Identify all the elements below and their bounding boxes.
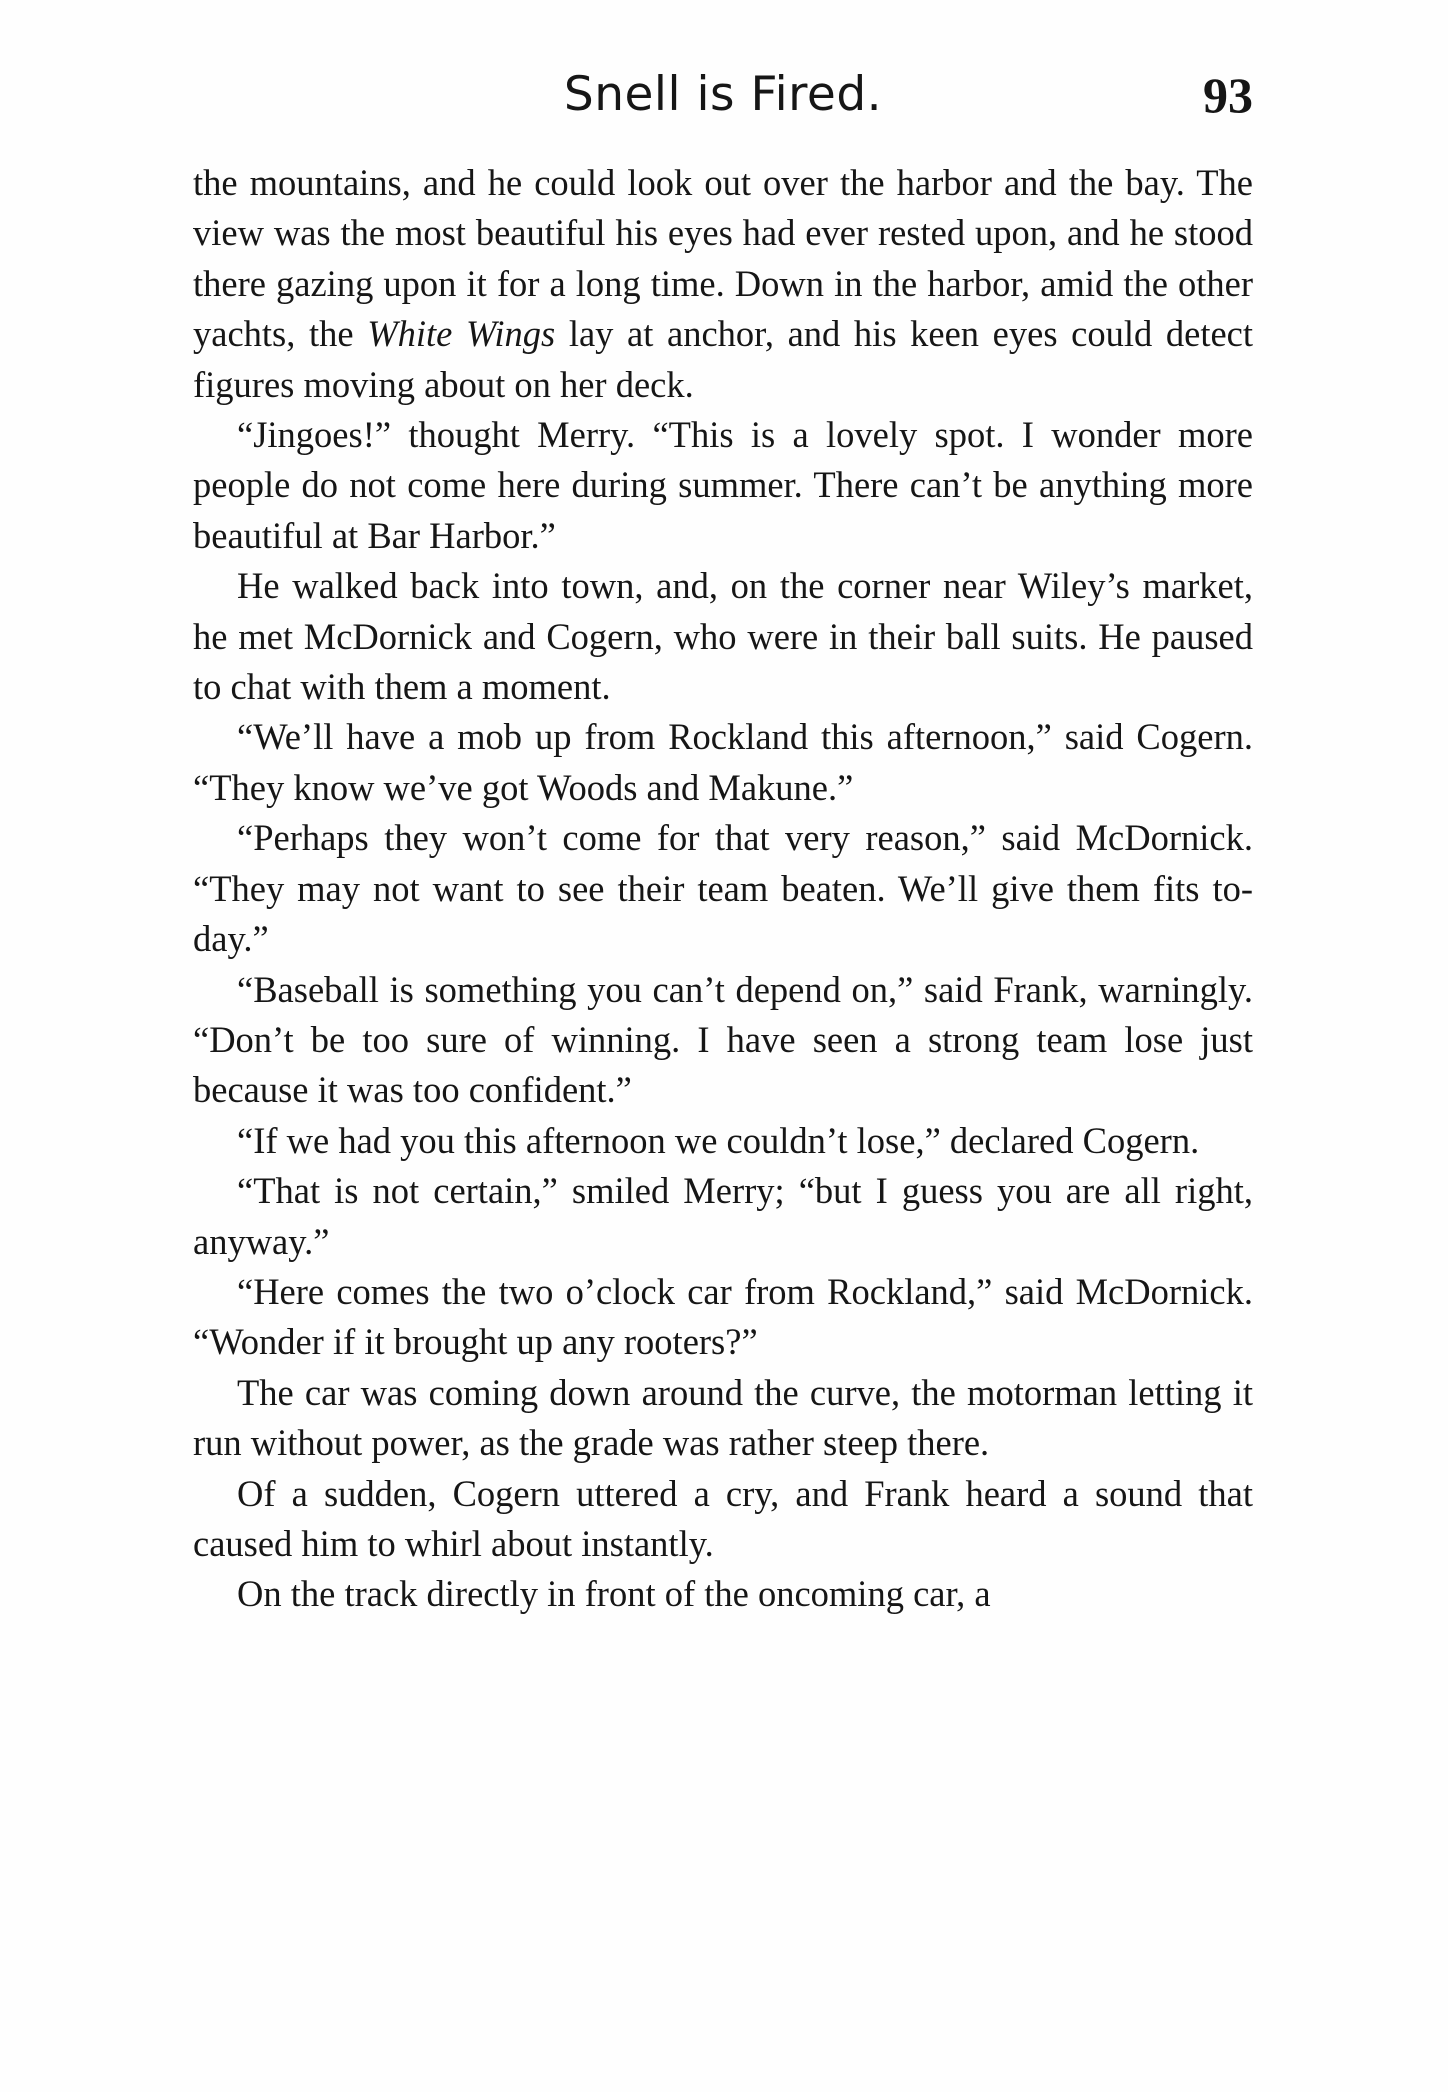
- paragraph-11: Of a sudden, Cogern uttered a cry, and Frank heard a sound that caused him to whirl about instantly.: [193, 1472, 1253, 1564]
- body-text: [193, 158, 1253, 1620]
- paragraph-12: On the track directly in front of the oncoming car, a: [237, 1573, 991, 1615]
- paragraph-2: “Jingoes!” thought Merry. “This is a lovely spot. I wonder more people do not come here during summer. There can’t be anything more beautiful at Bar Harbor.”: [193, 414, 1253, 556]
- paragraph-3: He walked back into town, and, on the corner near Wiley’s market, he met McDornick and Cogern, who were in their ball suits. He paused to chat with them a moment.: [193, 565, 1253, 708]
- page-number: 93: [1203, 67, 1253, 123]
- yacht-name: White Wings: [367, 313, 556, 355]
- paragraph-1: [193, 158, 1253, 410]
- paragraph-1-text-end: lay at anchor, and his keen eyes could detect figures moving about on her deck.: [193, 313, 1253, 405]
- paragraph-9: “Here comes the two o’clock car from Rockland,” said McDornick. “Wonder if it brought up any rooters?”: [193, 1270, 1253, 1363]
- paragraph-10: The car was coming down around the curve, the motorman letting it run without power, as the grade was rather steep there.: [193, 1371, 1253, 1464]
- running-head-title: Snell is Fired.: [563, 67, 883, 122]
- paragraph-5: “Perhaps they won’t come for that very reason,” said McDornick. “They may not want to see their team beaten. We’ll give them fits to-day.”: [193, 817, 1253, 960]
- page-header: [193, 60, 1253, 130]
- paragraph-1-text-start: the mountains, and he could look out over the harbor and the bay. The view was the most beautiful his eyes had ever rested upon, and he stood there gazing upon it for a long time. Down in the harbor, amid the other yachts, the: [193, 162, 1253, 355]
- paragraph-6: “Baseball is something you can’t depend on,” said Frank, warningly. “Don’t be too sure of winning. I have seen a strong team lose just because it was too confident.”: [193, 968, 1253, 1111]
- paragraph-4: “We’ll have a mob up from Rockland this afternoon,” said Cogern. “They know we’ve got Woods and Makune.”: [193, 716, 1253, 808]
- paragraph-8: “That is not certain,” smiled Merry; “but I guess you are all right, anyway.”: [193, 1170, 1253, 1262]
- paragraph-7: “If we had you this afternoon we couldn’t lose,” declared Cogern.: [237, 1119, 1200, 1161]
